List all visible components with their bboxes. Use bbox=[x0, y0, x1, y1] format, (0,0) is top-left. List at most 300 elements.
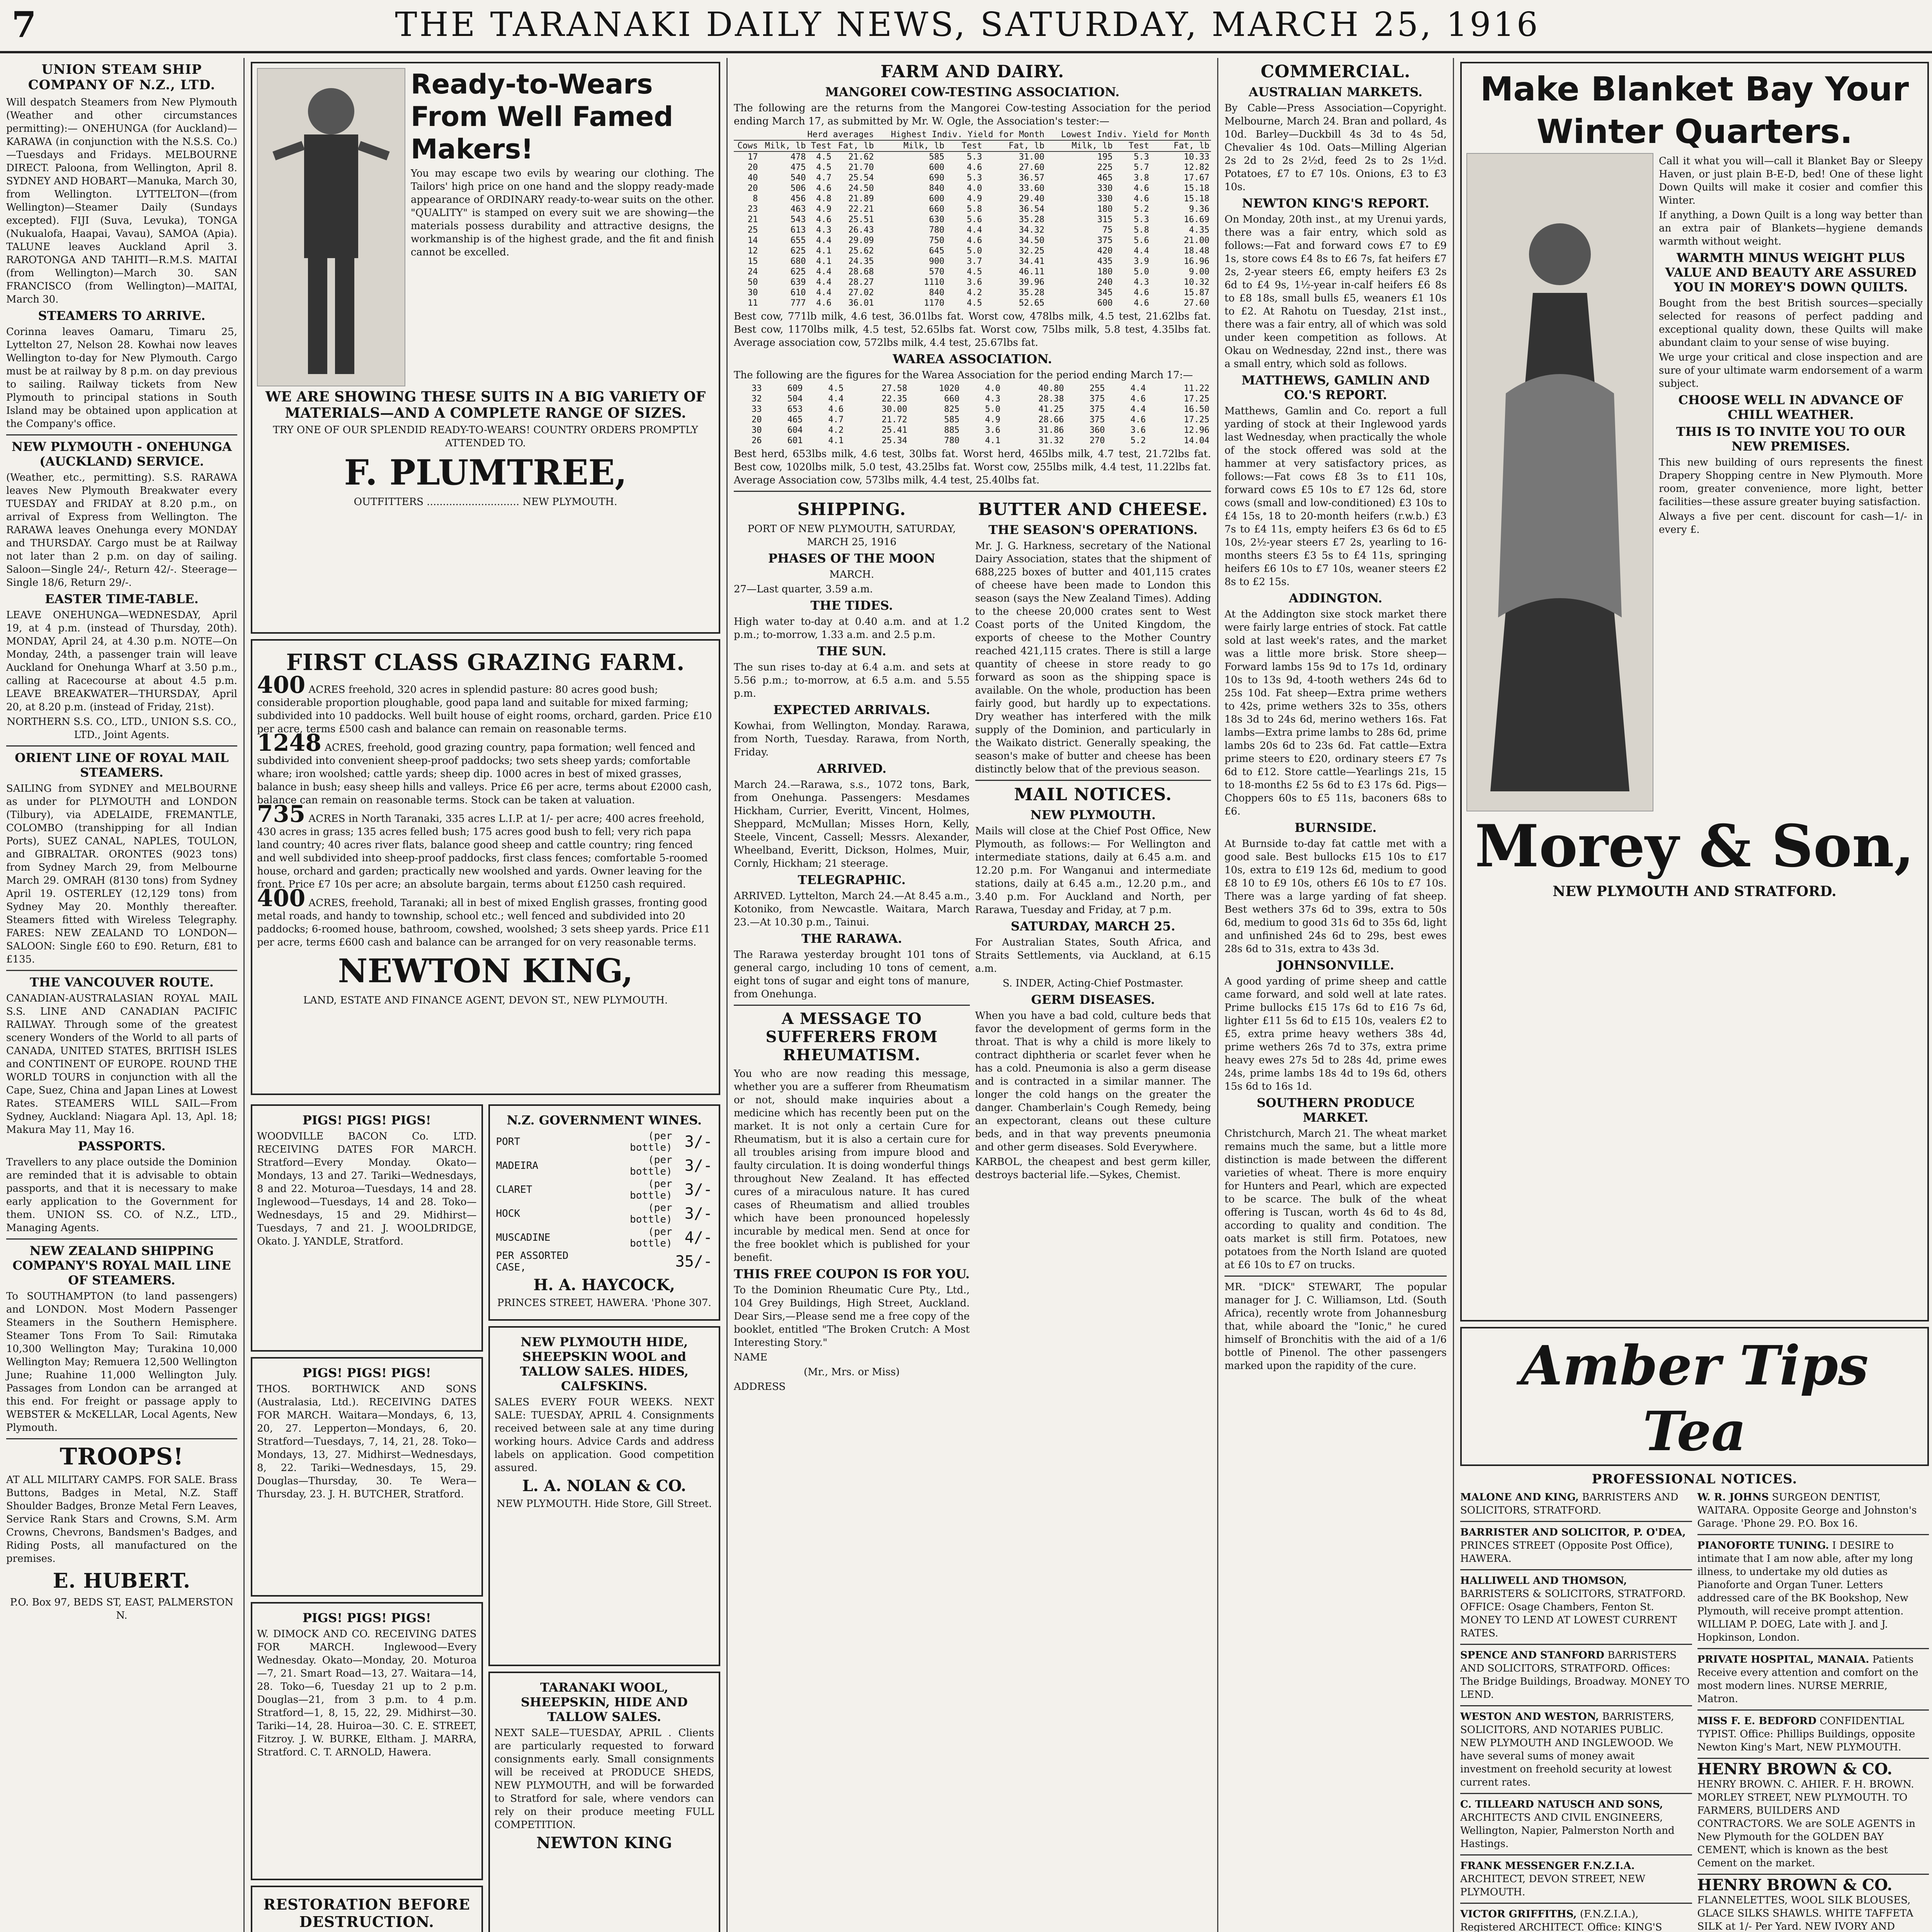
table-cell: 4.0 bbox=[985, 384, 1000, 393]
table-cell: 180 bbox=[1097, 267, 1113, 277]
table-cell: 680 bbox=[790, 257, 806, 266]
table-cell: 33 bbox=[752, 384, 762, 393]
germ-heading: GERM DISEASES. bbox=[1031, 992, 1155, 1007]
table-row bbox=[734, 267, 1211, 277]
table-cell: 585 bbox=[944, 415, 960, 425]
divider bbox=[1460, 1569, 1692, 1570]
telegraphic-heading: TELEGRAPHIC. bbox=[798, 872, 906, 887]
table-cell: 20 bbox=[747, 163, 758, 172]
coupon-name-label: NAME bbox=[734, 1352, 768, 1363]
divider bbox=[1697, 1758, 1929, 1759]
onehunga-text: (Weather, etc., permitting). S.S. RARAWA leaves New Plymouth Breakwater every TUESDAY and FRIDAY at 8.20 p.m., on arrival of Express from Wellington. The RARAWA leaves Onehunga every MONDAY and THURSDAY. Cargo must be at Railway not later than 2 p.m. on day of sailing. Saloon—Single 24/-, Return 42/-. Steerage—Single 18/6, Return 29/-. bbox=[6, 472, 237, 588]
farm-listing: 400 ACRES, freehold, Taranaki; all in best of mixed English grasses, fronting good metal roads, and handy to township, school etc.; well fenced and subdivided into 20 paddocks; 6-roomed house, bathroom, cowshed, woolshed; 3 sets sheep yards. Price £11 per acre, terms £600 cash and balance can be arranged for on very reasonable terms. bbox=[257, 885, 711, 948]
table-cell: 750 bbox=[929, 236, 945, 245]
table-cell: 34.32 bbox=[1019, 225, 1044, 235]
plumtree-sub: OUTFITTERS ............................. NEW PLYMOUTH. bbox=[354, 496, 617, 508]
divider bbox=[6, 1438, 237, 1439]
wine-row: HOCK (per bottle) 3/- bbox=[496, 1202, 713, 1225]
table-cell: 540 bbox=[790, 173, 806, 183]
table-cell: 4.4 bbox=[816, 236, 832, 245]
table-cell: 900 bbox=[929, 257, 945, 266]
table-row bbox=[734, 277, 1211, 287]
table-cell: 4.6 bbox=[816, 215, 832, 224]
table-cell: 840 bbox=[929, 288, 945, 298]
table-cell: 10.33 bbox=[1184, 152, 1209, 162]
arrive-text: Corinna leaves Oamaru, Timaru 25, Lyttelton 27, Nelson 28. Kowhai now leaves Wellington to-day for New Plymouth. Cargo must be at railway by 8 p.m. on day previous to sailing. Railway tickets from New Plymouth to principal stations in South Island may be obtained upon application at the Company's office. bbox=[6, 326, 237, 430]
table-cell: 3.6 bbox=[1130, 425, 1146, 435]
table-cell: 255 bbox=[1089, 384, 1105, 393]
readytowear-text: You may escape two evils by wearing our clothing. The Tailors' high price on one hand and the sloppy ready-made appearance of ORDINARY ready-to-wear suits on the other. "QUALITY" is stamped on every suit we are showing—the materials possess durability and attractive designs, the workmanship is of the highest grade, and the fit and finish cannot be excelled. bbox=[411, 168, 714, 258]
table-row bbox=[734, 151, 1211, 162]
rarawa-text: The Rarawa yesterday brought 101 tons of general cargo, including 10 tons of cement, eight tons of sugar and eight tons of manure, from Onehunga. bbox=[734, 949, 970, 1000]
table-cell: 4.4 bbox=[966, 225, 982, 235]
table-cell: 14 bbox=[747, 236, 758, 245]
passports-text: Travellers to any place outside the Dominion are reminded that it is advisable to obtain passports, and that it is necessary to make early application to the Government for them. UNION SS. CO. of N.Z., LTD., Managing Agents. bbox=[6, 1156, 237, 1234]
newton-report-text: On Monday, 20th inst., at my Urenui yards, there was a fair entry, which sold as follows:—Fat and forward cows £7 to £9 1s, store cows £4 8s to £6 7s, fat heifers £7 2s, 2-year steers £6, empty heifers £3 2s 6d to £4 9s, 1½-year in-calf heifers £6 8s to £8 18s, small bulls £5, weaners £1 10s to £2. At Rahotu on Tuesday, 21st inst., there was a fair entry, all of which was sold under keen competition as follows. At Okau on Wednesday, 22nd inst., there was a small entry, which sold as follows. bbox=[1225, 214, 1447, 370]
professional-notice: HENRY BROWN & CO. HENRY BROWN. C. AHIER. F. H. BROWN. MORLEY STREET, NEW PLYMOUTH. TO FARMERS, BUILDERS AND CONTRACTORS. We are SOLE AGENTS in New Plymouth for the GOLDEN BAY CEMENT, which is known as the best Cement on the market. bbox=[1697, 1760, 1915, 1869]
masthead bbox=[0, 0, 1932, 53]
blanket-text-4: We urge your critical and close inspection and are sure of your ultimate warm endorsement of a warm subject. bbox=[1659, 352, 1923, 389]
mail-signature: S. INDER, Acting-Chief Postmaster. bbox=[1002, 978, 1184, 989]
haycock-sub: PRINCES STREET, HAWERA. 'Phone 307. bbox=[497, 1297, 711, 1309]
table-column-header: Milk, lb bbox=[1046, 140, 1114, 151]
table-cell: 225 bbox=[1097, 163, 1113, 172]
table-cell: 4.9 bbox=[966, 194, 982, 204]
table-cell: 456 bbox=[790, 194, 806, 204]
southern-text: Christchurch, March 21. The wheat market remains much the same, but a little more distinction is made between the different varieties of wheat. There is more enquiry for Hunters and Pearl, which are expected to be scarce. The bulk of the wheat offering is Tuscan, worth 4s 6d to 4s 8d, according to quality and condition. The oats market is still firm. Potatoes, new potatoes from the North Island are quoted at £6 10s to £7 on trucks. bbox=[1225, 1128, 1447, 1271]
column-blanket-professional bbox=[1453, 58, 1932, 1932]
table-cell: 4.6 bbox=[1134, 184, 1149, 193]
rarawa-heading: THE RARAWA. bbox=[801, 931, 902, 946]
table-cell: 16.69 bbox=[1184, 215, 1209, 224]
table-row bbox=[734, 204, 1211, 214]
easter-heading: EASTER TIME-TABLE. bbox=[45, 592, 199, 606]
table-cell: 26.43 bbox=[848, 225, 874, 235]
table-cell: 24 bbox=[747, 267, 758, 277]
table-cell: 610 bbox=[790, 288, 806, 298]
table-cell: 21.89 bbox=[848, 194, 874, 204]
johnsonville-heading: JOHNSONVILLE. bbox=[1277, 958, 1395, 973]
table-cell: 4.9 bbox=[816, 204, 832, 214]
table-cell: 330 bbox=[1097, 194, 1113, 204]
table-cell: 4.6 bbox=[1134, 288, 1149, 298]
readytowear-banner: WE ARE SHOWING THESE SUITS IN A BIG VARIETY OF MATERIALS—AND A COMPLETE RANGE OF SIZES. bbox=[265, 389, 706, 421]
addington-heading: ADDINGTON. bbox=[1289, 591, 1383, 605]
table-cell: 885 bbox=[944, 425, 960, 435]
table-cell: 25.62 bbox=[848, 246, 874, 256]
table-cell: 17.67 bbox=[1184, 173, 1209, 183]
newtonking-sign: NEWTON KING bbox=[536, 1834, 672, 1852]
table-cell: 690 bbox=[929, 173, 945, 183]
table-cell: 28.66 bbox=[1038, 415, 1064, 425]
table-cell: 4.4 bbox=[1134, 246, 1149, 256]
wines-table bbox=[495, 1130, 714, 1274]
table-cell: 17.25 bbox=[1184, 415, 1209, 425]
table-cell: 46.11 bbox=[1019, 267, 1044, 277]
table-cell: 22.35 bbox=[881, 394, 907, 404]
table-cell: 4.4 bbox=[816, 288, 832, 298]
taranaki-heading: TARANAKI WOOL, SHEEPSKIN, HIDE AND TALLOW SALES. bbox=[520, 1680, 688, 1724]
table-row bbox=[734, 435, 1211, 446]
table-cell: 4.5 bbox=[966, 267, 982, 277]
table-cell: 31.32 bbox=[1038, 436, 1064, 446]
table-cell: 420 bbox=[1097, 246, 1113, 256]
table-column-header: Cows bbox=[734, 140, 759, 151]
tides-text: High water to-day at 0.40 a.m. and at 1.2 p.m.; to-morrow, 1.33 a.m. and 2.5 p.m. bbox=[734, 616, 970, 641]
table-cell: 655 bbox=[790, 236, 806, 245]
morey-blanket-ad bbox=[1460, 62, 1929, 1321]
table-cell: 9.36 bbox=[1189, 204, 1209, 214]
message-text: You who are now reading this message, whether you are a sufferer from Rheumatism or not, should make inquiries about a medicine which has recently been put on the market. It is not only a certain Cure for Rheumatism, but it is also a certain cure for all troubles arising from impure blood and faulty circulation. It is doing wonderful things throughout New Zealand. It has effected cures of a miraculous nature. It has cured cases of Rheumatism and allied troubles which have been pronounced hopelessly incurable by medical men. Send at once for the free booklet which is published for your benefit. bbox=[734, 1068, 970, 1264]
table-cell: 16.96 bbox=[1184, 257, 1209, 266]
table-cell: 639 bbox=[790, 277, 806, 287]
table-cell: 435 bbox=[1097, 257, 1113, 266]
table-cell: 25.51 bbox=[848, 215, 874, 224]
newspaper-title: THE TARANAKI DAILY NEWS, SATURDAY, MARCH 25, 1916 bbox=[395, 5, 1540, 44]
stewart-text: MR. "DICK" STEWART, The popular manager for J. C. Williamson, Ltd. (South Africa), recently wrote from Johannesburg that, while aboard the "Ionic," he cured himself of Bronchitis with the aid of a 1/6 bottle of Pinenol. The other passengers marked upon the rapidity of the cure. bbox=[1225, 1281, 1447, 1372]
coupon-address-label: ADDRESS bbox=[734, 1381, 786, 1393]
divider bbox=[1460, 1903, 1692, 1904]
table-cell: 600 bbox=[929, 194, 945, 204]
professional-notice: W. R. JOHNS SURGEON DENTIST, WAITARA. Opposite George and Johnston's Garage. 'Phone 29. P.O. Box 16. bbox=[1697, 1492, 1917, 1529]
divider bbox=[6, 434, 237, 435]
table-cell: 4.1 bbox=[816, 257, 832, 266]
table-cell: 4.6 bbox=[816, 298, 832, 308]
table-cell: 9.00 bbox=[1189, 267, 1209, 277]
farm-heading: FIRST CLASS GRAZING FARM. bbox=[286, 649, 685, 675]
newtonking-name: NEWTON KING, bbox=[338, 952, 633, 990]
table-cell: 33.60 bbox=[1019, 184, 1044, 193]
table-cell: 180 bbox=[1097, 204, 1113, 214]
farm-listing: 400 ACRES freehold, 320 acres in splendid pasture: 80 acres good bush; considerable proportion ploughable, good papa land and suitable for mixed farming; subdivided into 10 paddocks. Well built house of eight rooms, orchard, garden. Price £10 per acre, terms £500 cash and balance can remain on reasonable terms. bbox=[257, 672, 712, 735]
pigs-woodville-text: WOODVILLE BACON Co. LTD. RECEIVING DATES FOR MARCH. Stratford—Every Monday. Okato—Mondays, 13 and 27. Tariki—Wednesdays, 8 and 22. Moturoa—Tuesdays, 14 and 28. Inglewood—Tuesdays, 14 and 28. Toko—Wednesdays, 15 and 29. Midhirst—Tuesdays, 7 and 21. J. WOOLDRIDGE, Okato. J. YANDLE, Stratford. bbox=[257, 1131, 477, 1247]
newtonking-sub: LAND, ESTATE AND FINANCE AGENT, DEVON ST., NEW PLYMOUTH. bbox=[303, 995, 668, 1006]
table-cell: 5.3 bbox=[1134, 215, 1149, 224]
blanket-text-1: Call it what you will—call it Blanket Bay or Sleepy Haven, or just plain B-E-D, bed! One of these light Down Quilts will make it cosier and comfier this Winter. bbox=[1659, 155, 1923, 206]
table-cell: 35.28 bbox=[1019, 215, 1044, 224]
table-cell: 609 bbox=[787, 384, 803, 393]
table-cell: 330 bbox=[1097, 184, 1113, 193]
tides-heading: THE TIDES. bbox=[810, 598, 893, 613]
farm-listing: 735 ACRES in North Taranaki, 335 acres L.I.P. at 1/- per acre; 400 acres freehold, 430 acres in grass; 135 acres felled bush; 175 acres good bush to fell; very rich papa land country; 40 acres river flats, balance good sheep and cattle country; ring fenced and well subdivided into sheep-proof paddocks, first class fences; comfortable 5-roomed house, orchard and garden; practically new woolshed and yards. Owner leaving for the front. Price £7 10s per acre; an absolute bargain, terms about £1250 cash required. bbox=[257, 801, 708, 890]
coupon-heading: THIS FREE COUPON IS FOR YOU. bbox=[734, 1267, 970, 1281]
burnside-heading: BURNSIDE. bbox=[1294, 820, 1377, 835]
wines-heading: N.Z. GOVERNMENT WINES. bbox=[507, 1113, 702, 1128]
table-cell: 11 bbox=[747, 298, 758, 308]
table-cell: 4.8 bbox=[816, 194, 832, 204]
table-cell: 375 bbox=[1089, 405, 1105, 414]
table-cell: 625 bbox=[790, 246, 806, 256]
adams-boyd-ad bbox=[251, 1886, 483, 1932]
professional-left bbox=[1460, 1490, 1692, 1932]
table-cell: 28.68 bbox=[848, 267, 874, 277]
burnside-text: At Burnside to-day fat cattle met with a good sale. Best bullocks £15 10s to £17 10s, extra to £19 12s 6d, medium to good £8 10 to £9 10s, others £6 10s to £7 10s. There was a large yarding of fat sheep. Best wethers 37s 6d to 39s, extra to 50s 6d, medium to good 31s 6d to 35s 6d, light and unfinished 24s 6d to 29s, best ewes 28s 6d to 31s, extra to 43s 3d. bbox=[1225, 838, 1447, 955]
wine-row: PER ASSORTED CASE, 35/- bbox=[496, 1250, 713, 1273]
table-cell: 4.5 bbox=[966, 298, 982, 308]
wine-row: MADEIRA (per bottle) 3/- bbox=[496, 1154, 713, 1177]
table-cell: 315 bbox=[1097, 215, 1113, 224]
table-cell: 4.0 bbox=[966, 184, 982, 193]
divider bbox=[1225, 1276, 1447, 1277]
column-advertisements bbox=[243, 58, 726, 1932]
moon-month: MARCH. bbox=[829, 569, 874, 580]
message-heading: A MESSAGE TO SUFFERERS FROM RHEUMATISM. bbox=[765, 1010, 938, 1064]
addington-text: At the Addington sixe stock market there were fairly large entries of stock. Fat cattle sold at last week's rates, and the market was a little more brisk. Store sheep—Forward lambs 15s 9d to 17s 1d, ordinary 10s to 13s 9d, 4-tooth wethers 24s 6d to 25s 10d. Fat sheep—Extra prime wethers to 42s, prime wethers 32s to 35s, others 18s 3d to 24s 6d, merino wethers 16s. Fat lambs—Extra prime lambs to 28s 6d, prime lambs 20s 6d to 23s 6d. Fat cattle—Extra prime steers to £20, ordinary steers £7 7s 6d to £12. Store cattle—Yearlings 21s, 15 to 18-months £2 5s 6d to £3 17s 6d. Pigs—Choppers 60s to £5 11s, baconers 68s to £6. bbox=[1225, 609, 1447, 817]
table-cell: 3.6 bbox=[966, 277, 982, 287]
table-cell: 25.34 bbox=[881, 436, 907, 446]
professional-notice: PRIVATE HOSPITAL, MANAIA. Patients Receive every attention and comfort on the most modern lines. NURSE MERRIE, Matron. bbox=[1697, 1654, 1918, 1705]
commercial-heading: COMMERCIAL. bbox=[1260, 62, 1411, 82]
arrived-heading: ARRIVED. bbox=[817, 761, 887, 776]
shipping-port: PORT OF NEW PLYMOUTH, SATURDAY, MARCH 25, 1916 bbox=[747, 523, 956, 548]
table-group-row: Herd averages Highest Indiv. Yield for Month Lowest Indiv. Yield for Month bbox=[734, 129, 1211, 140]
table-cell: 4.35 bbox=[1189, 225, 1209, 235]
mangorei-heading: MANGOREI COW-TESTING ASSOCIATION. bbox=[825, 85, 1120, 99]
table-cell: 4.4 bbox=[828, 394, 844, 404]
table-cell: 4.6 bbox=[828, 405, 844, 414]
table-cell: 27.58 bbox=[881, 384, 907, 393]
table-cell: 625 bbox=[790, 267, 806, 277]
mangorei-intro: The following are the returns from the Mangorei Cow-testing Association for the period ending March 17, as submitted by Mr. W. Ogle, the Association's tester:— bbox=[734, 102, 1211, 127]
table-cell: 5.6 bbox=[1134, 236, 1149, 245]
government-wines-ad bbox=[488, 1104, 721, 1321]
table-cell: 465 bbox=[1097, 173, 1113, 183]
easter-text: LEAVE ONEHUNGA—WEDNESDAY, April 19, at 4 p.m. (instead of Thursday, 20th). MONDAY, April 24, at 4.30 p.m. NOTE—On Monday, 24th, a passenger train will leave Auckland for Onehunga Wharf at 3.50 p.m., calling at Racecourse at about 4.5 p.m. LEAVE BREAKWATER—THURSDAY, April 20, at 8.20 p.m. (instead of Friday, 21st). bbox=[6, 609, 237, 713]
table-cell: 25.54 bbox=[848, 173, 874, 183]
table-cell: 3.7 bbox=[966, 257, 982, 266]
blanket-discount: Always a five per cent. discount for cash—1/- in every £. bbox=[1659, 511, 1923, 536]
table-row bbox=[734, 415, 1211, 425]
waraa-table bbox=[734, 383, 1211, 446]
table-cell: 840 bbox=[929, 184, 945, 193]
table-cell: 240 bbox=[1097, 277, 1113, 287]
blanket-choose: CHOOSE WELL IN ADVANCE OF CHILL WEATHER. bbox=[1678, 393, 1903, 422]
table-cell: 17.25 bbox=[1184, 394, 1209, 404]
table-cell: 604 bbox=[787, 425, 803, 435]
table-cell: 1170 bbox=[924, 298, 945, 308]
table-cell: 3.8 bbox=[1134, 173, 1149, 183]
table-row bbox=[734, 394, 1211, 404]
table-cell: 4.1 bbox=[985, 436, 1000, 446]
onehunga-heading: NEW PLYMOUTH - ONEHUNGA (AUCKLAND) SERVICE. bbox=[12, 439, 232, 469]
coupon-title-label: (Mr., Mrs. or Miss) bbox=[804, 1366, 900, 1378]
table-cell: 4.7 bbox=[828, 415, 844, 425]
table-header-row bbox=[734, 140, 1211, 151]
table-cell: 4.4 bbox=[1130, 405, 1146, 414]
table-row bbox=[734, 246, 1211, 256]
matthews-text: Matthews, Gamlin and Co. report a full yarding of stock at their Inglewood yards last Wednesday, when practically the whole of the stock offered was sold at the hammer at very satisfactory prices, as follows:—Fat cows £8 3s to £11 10s, forward cows £5 10s to £7 12s 6d, store cows (small and low-conditioned) £3 10s to £4 15s, 18 to 20-month heifers (r.w.b.) £3 7s to £4 11s, empty heifers £3 6s 6d to £5 10s, 2½-year steers £7 2s, yearling to 16-months steers £3 5s to £4 11s, springing heifers £6 10s to £7 10s, weaner steers £2 8s to £2 15s. bbox=[1225, 405, 1447, 588]
table-cell: 3.6 bbox=[985, 425, 1000, 435]
table-cell: 40.80 bbox=[1038, 384, 1064, 393]
table-cell: 14.04 bbox=[1184, 436, 1209, 446]
table-cell: 4.6 bbox=[816, 184, 832, 193]
steamers-arrive-heading: STEAMERS TO ARRIVE. bbox=[38, 308, 206, 323]
table-cell: 24.50 bbox=[848, 184, 874, 193]
professional-notice: WESTON AND WESTON, BARRISTERS, SOLICITORS, AND NOTARIES PUBLIC. NEW PLYMOUTH AND INGLEWOOD. We have several sums of money await investment on freehold security at lowest current rates. bbox=[1460, 1711, 1674, 1788]
table-cell: 15.87 bbox=[1184, 288, 1209, 298]
professional-notice: HALLIWELL AND THOMSON, BARRISTERS & SOLICITORS, STRATFORD. OFFICE: Osage Chambers, Fenton St. MONEY TO LEND AT LOWEST CURRENT RATES. bbox=[1460, 1575, 1686, 1639]
readytowear-title: Ready-to-Wears From Well Famed Makers! bbox=[411, 68, 673, 165]
table-cell: 4.6 bbox=[966, 163, 982, 172]
newton-report-heading: NEWTON KING'S REPORT. bbox=[1242, 196, 1429, 211]
divider bbox=[1460, 1521, 1692, 1522]
table-cell: 375 bbox=[1097, 236, 1113, 245]
plumtree-name: F. PLUMTREE, bbox=[344, 452, 627, 493]
table-cell: 4.2 bbox=[966, 288, 982, 298]
table-row bbox=[734, 162, 1211, 173]
table-cell: 36.54 bbox=[1019, 204, 1044, 214]
table-cell: 21.70 bbox=[848, 163, 874, 172]
morey-sub: NEW PLYMOUTH AND STRATFORD. bbox=[1553, 883, 1837, 900]
table-cell: 50 bbox=[747, 277, 758, 287]
table-cell: 543 bbox=[790, 215, 806, 224]
table-cell: 22.21 bbox=[848, 204, 874, 214]
table-row bbox=[734, 256, 1211, 267]
table-cell: 31.86 bbox=[1038, 425, 1064, 435]
table-cell: 30 bbox=[747, 288, 758, 298]
table-cell: 10.32 bbox=[1184, 277, 1209, 287]
amber-tips-title: Amber Tips Tea bbox=[1520, 1334, 1869, 1463]
table-cell: 4.1 bbox=[828, 436, 844, 446]
table-cell: 28.27 bbox=[848, 277, 874, 287]
table-cell: 4.6 bbox=[1134, 194, 1149, 204]
table-cell: 660 bbox=[929, 204, 945, 214]
nolan-sub: NEW PLYMOUTH. Hide Store, Gill Street. bbox=[497, 1498, 712, 1510]
table-cell: 375 bbox=[1089, 415, 1105, 425]
table-column-header: Test bbox=[1114, 140, 1150, 151]
table-cell: 780 bbox=[929, 225, 945, 235]
table-cell: 463 bbox=[790, 204, 806, 214]
table-cell: 5.3 bbox=[966, 152, 982, 162]
professional-notice: C. TILLEARD NATUSCH AND SONS, ARCHITECTS AND CIVIL ENGINEERS, Wellington, Napier, Palmerston North and Hastings. bbox=[1460, 1799, 1675, 1850]
waraa-heading: WAREA ASSOCIATION. bbox=[893, 352, 1052, 366]
table-cell: 41.25 bbox=[1038, 405, 1064, 414]
table-cell: 4.3 bbox=[985, 394, 1000, 404]
table-cell: 645 bbox=[929, 246, 945, 256]
farm-dairy-heading: FARM AND DAIRY. bbox=[880, 62, 1065, 82]
professional-notice: PIANOFORTE TUNING. I DESIRE to intimate that I am now able, after my long illness, to undertake my old duties as Pianoforte and Organ Tuner. Letters addressed care of the BK Bookshop, New Plymouth, will receive prompt attention. WILLIAM P. DOEG, Late with J. and J. Hopkinson, London. bbox=[1697, 1540, 1913, 1643]
divider bbox=[734, 491, 1211, 492]
table-cell: 475 bbox=[790, 163, 806, 172]
divider bbox=[1460, 1705, 1692, 1706]
mail-sub: NEW PLYMOUTH. bbox=[1030, 808, 1156, 822]
wine-row: MUSCADINE (per bottle) 4/- bbox=[496, 1226, 713, 1249]
waraa-summary: Best herd, 653lbs milk, 4.6 test, 30lbs fat. Worst herd, 465lbs milk, 4.7 test, 21.72lbs fat. Best cow, 1020lbs milk, 5.0 test, 43.25lbs fat. Worst cow, 255lbs milk, 4.4 test, 11.22lbs fat. Average Association cow, 573lbs milk, 4.4 test, 25.40lbs fat. bbox=[734, 448, 1211, 486]
table-cell: 4.6 bbox=[966, 236, 982, 245]
table-cell: 4.4 bbox=[816, 277, 832, 287]
table-row bbox=[734, 183, 1211, 194]
hubert-name: E. HUBERT. bbox=[53, 1569, 191, 1593]
taranaki-text: NEXT SALE—TUESDAY, APRIL . Clients are particularly requested to forward consignments early. Small consignments will be received at PRODUCE SHEDS, NEW PLYMOUTH, and will be forwarded to Stratford for sale, where vendors can rely on their produce meeting FULL COMPETITION. bbox=[494, 1727, 714, 1831]
table-cell: 1020 bbox=[939, 384, 960, 393]
table-cell: 777 bbox=[790, 298, 806, 308]
professional-notice: MISS F. E. BEDFORD CONFIDENTIAL TYPIST. Office: Phillips Buildings, opposite Newton King's Mart, NEW PLYMOUTH. bbox=[1697, 1715, 1915, 1753]
pigs-heading: PIGS! PIGS! PIGS! bbox=[302, 1366, 431, 1380]
man-figure-icon bbox=[258, 69, 405, 386]
table-cell: 4.6 bbox=[1130, 394, 1146, 404]
table-cell: 15.18 bbox=[1184, 184, 1209, 193]
arrived-text: March 24.—Rarawa, s.s., 1072 tons, Bark, from Onehunga. Passengers: Mesdames Hickham, Currier, Everitt, Vincent, Holmes, Sheppard, McMullan; Misses Horn, Kelly, Steele, Vincent, Cassell; Messrs. Alexander, Wheelband, Everitt, Dickson, Holmes, Muir, Cornly, Hickham; 21 steerage. bbox=[734, 779, 970, 869]
page-number: 7 bbox=[12, 4, 37, 46]
table-row bbox=[734, 425, 1211, 435]
table-cell: 4.1 bbox=[816, 246, 832, 256]
table-cell: 33 bbox=[752, 405, 762, 414]
table-cell: 39.96 bbox=[1019, 277, 1044, 287]
table-cell: 15.18 bbox=[1184, 194, 1209, 204]
expected-heading: EXPECTED ARRIVALS. bbox=[773, 702, 930, 717]
butter-text: Mr. J. G. Harkness, secretary of the National Dairy Association, states that the shipment of 688,225 boxes of butter and 401,115 crates of cheese have been made to London this season (says the New Zealand Times). Adding to the cheese 20,000 crates sent to West Coast ports of the United Kingdom, the exports of cheese to the Mother Country reached 421,115 crates. There is still a large quantity of cheese in store ready to go forward as soon as the shipping space is available. On the whole, production has been fairly good, but hardly up to expectations. Dry weather has interfered with the milk supply of the Dominion, and particularly in the Waikato district. Generally speaking, the season's make of butter and cheese has been distinctly below that of the previous season. bbox=[975, 540, 1211, 775]
morey-name: Morey & Son, bbox=[1475, 812, 1915, 880]
table-cell: 29.09 bbox=[848, 236, 874, 245]
table-cell: 25.41 bbox=[881, 425, 907, 435]
table-cell: 660 bbox=[944, 394, 960, 404]
divider bbox=[6, 970, 237, 971]
table-cell: 32.25 bbox=[1019, 246, 1044, 256]
germ-text: When you have a bad cold, culture beds that favor the development of germs form in the throat. That is why a child is more likely to contract diphtheria or scarlet fever when he has a cold. Pneumonia is also a germ disease and is contracted in a similar manner. The longer the cold hangs on the greater the danger. Chamberlain's Cough Remedy, being an expectorant, cleans out these culture beds, and in that way prevents pneumonia and other germ diseases. Sold Everywhere. bbox=[975, 1010, 1211, 1153]
table-cell: 40 bbox=[747, 173, 758, 183]
table-cell: 12.96 bbox=[1184, 425, 1209, 435]
table-cell: 5.6 bbox=[966, 215, 982, 224]
mail-saturday-text: For Australian States, South Africa, and Straits Settlements, via Auckland, at 6.15 a.m. bbox=[975, 937, 1211, 975]
table-column-header: Test bbox=[808, 140, 833, 151]
table-cell: 601 bbox=[787, 436, 803, 446]
pigs-borthwick-ad bbox=[251, 1357, 483, 1597]
blanket-banner: WARMTH MINUS WEIGHT PLUS VALUE AND BEAUTY ARE ASSURED YOU IN MOREY'S DOWN QUILTS. bbox=[1665, 250, 1917, 294]
table-cell: 5.3 bbox=[966, 173, 982, 183]
divider bbox=[1697, 1709, 1929, 1711]
table-cell: 34.41 bbox=[1019, 257, 1044, 266]
column-commercial bbox=[1217, 58, 1453, 1932]
table-cell: 21 bbox=[747, 215, 758, 224]
table-cell: 4.5 bbox=[828, 384, 844, 393]
table-cell: 27.60 bbox=[1019, 163, 1044, 172]
table-cell: 4.3 bbox=[816, 225, 832, 235]
table-cell: 630 bbox=[929, 215, 945, 224]
table-cell: 16.50 bbox=[1184, 405, 1209, 414]
divider bbox=[1460, 1854, 1692, 1855]
table-row bbox=[734, 225, 1211, 235]
professional-notice: BARRISTER AND SOLICITOR, P. O'DEA, PRINCES STREET (Opposite Post Office), HAWERA. bbox=[1460, 1527, 1686, 1565]
union-footer: NORTHERN S.S. CO., LTD., UNION S.S. CO., LTD., Joint Agents. bbox=[7, 716, 237, 741]
table-cell: 25 bbox=[747, 225, 758, 235]
pigs-borthwick-text: THOS. BORTHWICK AND SONS (Australasia, Ltd.). RECEIVING DATES FOR MARCH. Waitara—Mondays, 6, 13, 20, 27. Lepperton—Mondays, 6, 20. Stratford—Tuesdays, 7, 14, 21, 28. Toko—Mondays, 13, 27. Midhirst—Wednesdays, 8, 22. Tariki—Wednesdays, 15, 29. Douglas—Thursday, 30. Te Wera—Thursday, 23. J. H. BUTCHER, Stratford. bbox=[257, 1383, 477, 1500]
table-row bbox=[734, 404, 1211, 415]
table-cell: 653 bbox=[787, 405, 803, 414]
table-row bbox=[734, 235, 1211, 246]
divider bbox=[6, 745, 237, 747]
table-cell: 17 bbox=[747, 152, 758, 162]
table-cell: 5.7 bbox=[1134, 163, 1149, 172]
wine-row: PORT (per bottle) 3/- bbox=[496, 1130, 713, 1153]
hide-heading: NEW PLYMOUTH HIDE, SHEEPSKIN WOOL and TALLOW SALES. HIDES, CALFSKINS. bbox=[520, 1335, 689, 1393]
zealand-shipping-heading: NEW ZEALAND SHIPPING COMPANY'S ROYAL MAIL LINE OF STEAMERS. bbox=[12, 1243, 231, 1287]
plumtree-ad bbox=[251, 62, 720, 634]
table-cell: 504 bbox=[787, 394, 803, 404]
divider bbox=[1697, 1534, 1929, 1535]
table-cell: 21.72 bbox=[881, 415, 907, 425]
matthews-heading: MATTHEWS, GAMLIN AND CO.'S REPORT. bbox=[1241, 373, 1430, 402]
table-cell: 35.28 bbox=[1019, 288, 1044, 298]
blanket-text-3: Bought from the best British sources—specially selected for reasons of perfect padding and exceptional quality down, these Quilts will make abundant claim to your sense of wise buying. bbox=[1659, 298, 1923, 349]
taranaki-wool-ad bbox=[488, 1672, 721, 1932]
farm-listings bbox=[257, 672, 714, 949]
woman-figure-icon bbox=[1467, 154, 1653, 811]
table-cell: 478 bbox=[790, 152, 806, 162]
haycock-name: H. A. HAYCOCK, bbox=[533, 1276, 675, 1294]
man-in-suit-illustration bbox=[257, 68, 405, 386]
wine-row: CLARET (per bottle) 3/- bbox=[496, 1178, 713, 1201]
blanket-text-2: If anything, a Down Quilt is a long way better than an extra pair of Blankets—hygiene demands warmth without weight. bbox=[1659, 209, 1923, 247]
